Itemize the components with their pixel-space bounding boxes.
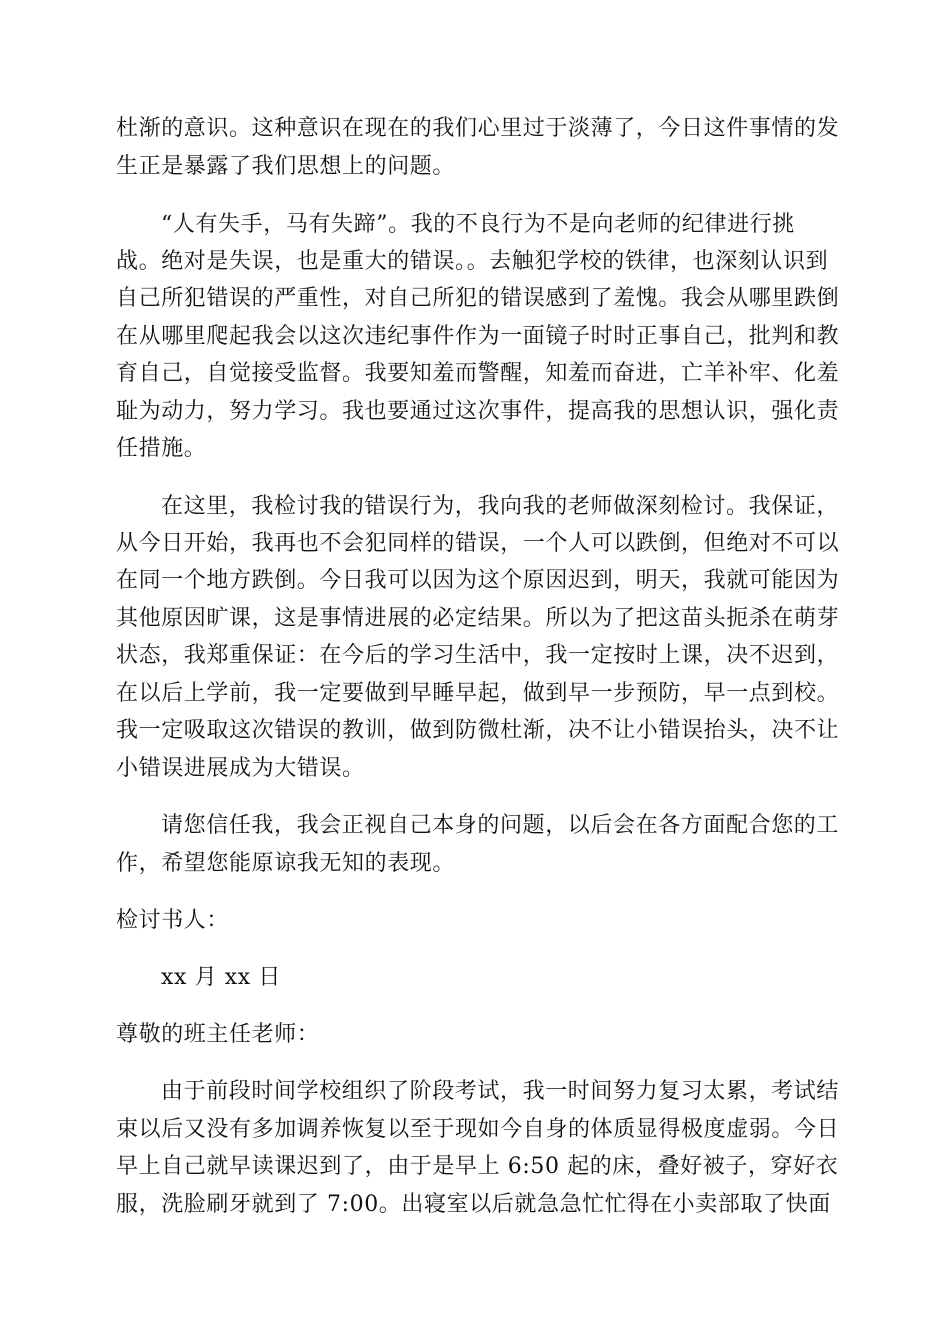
- text-line: “人有失手，马有失蹄”。我的不良行为不是向老师的纪律进行挑: [161, 212, 795, 237]
- text-line: 在同一个地方跌倒。今日我可以因为这个原因迟到，明天，我就可能因为: [116, 568, 840, 593]
- text-line: 在以后上学前，我一定要做到早睡早起，做到早一步预防，早一点到校。: [116, 681, 840, 706]
- text-line: 请您信任我，我会正视自己本身的问题，以后会在各方面配合您的工: [161, 813, 840, 838]
- text-line: 杜渐的意识。这种意识在现在的我们心里过于淡薄了，今日这件事情的发: [116, 116, 840, 141]
- text-line: 在从哪里爬起我会以这次违纪事件作为一面镜子时时正事自己，批判和教: [116, 324, 840, 349]
- text-line: 耻为动力，努力学习。我也要通过这次事件，提高我的思想认识，强化责: [116, 399, 840, 424]
- text-line: 我一定吸取这次错误的教训，做到防微杜渐，决不让小错误抬头，决不让: [116, 718, 840, 743]
- text-line: 在这里，我检讨我的错误行为，我向我的老师做深刻检讨。我保证，: [161, 494, 840, 519]
- text-line: 状态，我郑重保证：在今后的学习生活中，我一定按时上课，决不迟到，: [116, 643, 840, 668]
- text-line: 早上自己就早读课迟到了，由于是早上 6:50 起的床，叠好被子，穿好衣: [116, 1154, 839, 1179]
- salutation: 尊敬的班主任老师：: [116, 1022, 320, 1047]
- text-line: 从今日开始，我再也不会犯同样的错误，一个人可以跌倒，但绝对不可以: [116, 531, 840, 556]
- signature-label: 检讨书人：: [116, 908, 230, 933]
- text-line: 生正是暴露了我们思想上的问题。: [116, 154, 456, 179]
- text-line: 小错误进展成为大错误。: [116, 756, 365, 781]
- text-line: 其他原因旷课，这是事情进展的必定结果。所以为了把这苗头扼杀在萌芽: [116, 606, 840, 631]
- text-line: 服，洗脸刷牙就到了 7:00。出寝室以后就急急忙忙得在小卖部取了快面: [116, 1192, 831, 1217]
- text-line: 作，希望您能原谅我无知的表现。: [116, 851, 456, 876]
- text-line: 束以后又没有多加调养恢复以至于现如今自身的体质显得极度虚弱。今日: [116, 1117, 840, 1142]
- text-line: 育自己，自觉接受监督。我要知羞而警醒，知羞而奋进，亡羊补牢、化羞: [116, 361, 840, 386]
- text-line: 任措施。: [116, 436, 207, 461]
- text-line: 战。绝对是失误，也是重大的错误。。去触犯学校的铁律，也深刻认识到: [116, 249, 829, 274]
- text-line: 由于前段时间学校组织了阶段考试，我一时间努力复习太累，考试结: [161, 1079, 840, 1104]
- date-line: xx 月 xx 日: [161, 965, 282, 990]
- text-line: 自己所犯错误的严重性，对自己所犯的错误感到了羞愧。我会从哪里跌倒: [116, 286, 840, 311]
